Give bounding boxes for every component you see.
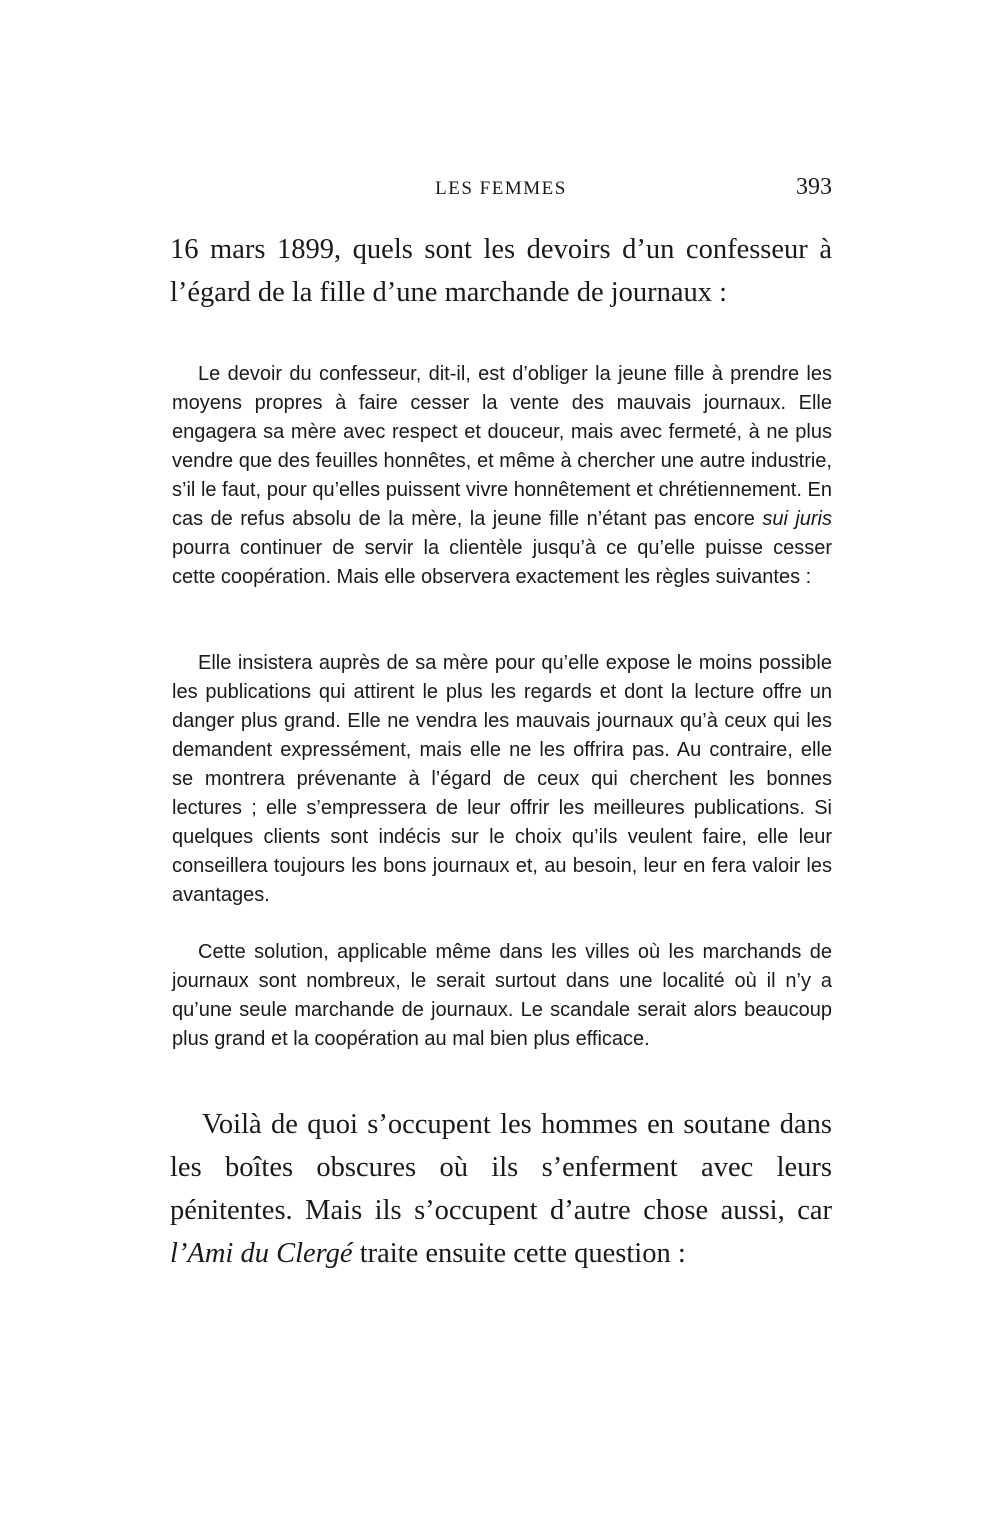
quote-paragraph-1	[172, 360, 832, 592]
intro-paragraph	[170, 228, 832, 314]
quote-p1-italic: sui juris	[762, 508, 832, 530]
closing-italic-title: l’Ami du Clergé	[170, 1238, 353, 1269]
quote-p1-text-end: pourra continuer de servir la clientèle jusqu’à ce qu’elle puisse cesser cette coopération. Mais elle observera exactement les règles suivantes :	[172, 537, 832, 588]
quote-p1-text: Le devoir du confesseur, dit-il, est d’obliger la jeune fille à prendre les moyens propres à faire cesser la vente des mauvais journaux. Elle engagera sa mère avec respect et douceur, mais avec fermeté, à ne plus vendre que des feuilles honnêtes, et même à chercher une autre industrie, s’il le faut, pour qu’elles puissent vivre honnêtement et chrétiennement. En cas de refus absolu de la mère, la jeune fille n’étant pas encore	[172, 363, 832, 530]
page-number: 393	[796, 174, 832, 200]
closing-text: Voilà de quoi s’occupent les hommes en soutane dans les boîtes obscures où ils s’enferment avec leurs pénitentes. Mais ils s’occupent d’autre chose aussi, car	[170, 1109, 832, 1226]
quote-p3-text: Cette solution, applicable même dans les villes où les marchands de journaux sont nombreux, le serait surtout dans une localité où il n’y a qu’une seule marchande de journaux. Le scandale serait alors beaucoup plus grand et la coopération au mal bien plus efficace.	[172, 941, 832, 1050]
quote-paragraph-3	[172, 938, 832, 1054]
closing-text-end: traite ensuite cette question :	[352, 1238, 686, 1269]
intro-text: 16 mars 1899, quels sont les devoirs d’un confesseur à l’égard de la fille d’une marchande de journaux :	[170, 234, 832, 308]
closing-paragraph	[170, 1103, 832, 1275]
running-title: LES FEMMES	[435, 178, 567, 199]
running-head	[170, 174, 832, 204]
quote-paragraph-2	[172, 649, 832, 910]
quote-p2-text: Elle insistera auprès de sa mère pour qu’elle expose le moins possible les publications qui attirent le plus les regards et dont la lecture offre un danger plus grand. Elle ne vendra les mauvais journaux qu’à ceux qui les demandent expressément, mais elle ne les offrira pas. Au contraire, elle se montrera prévenante à l’égard de ceux qui cherchent les bonnes lectures ; elle s’empressera de leur offrir les meilleures publications. Si quelques clients sont indécis sur le choix qu’ils veulent faire, elle leur conseillera toujours les bons journaux et, au besoin, leur en fera valoir les avantages.	[172, 652, 832, 906]
